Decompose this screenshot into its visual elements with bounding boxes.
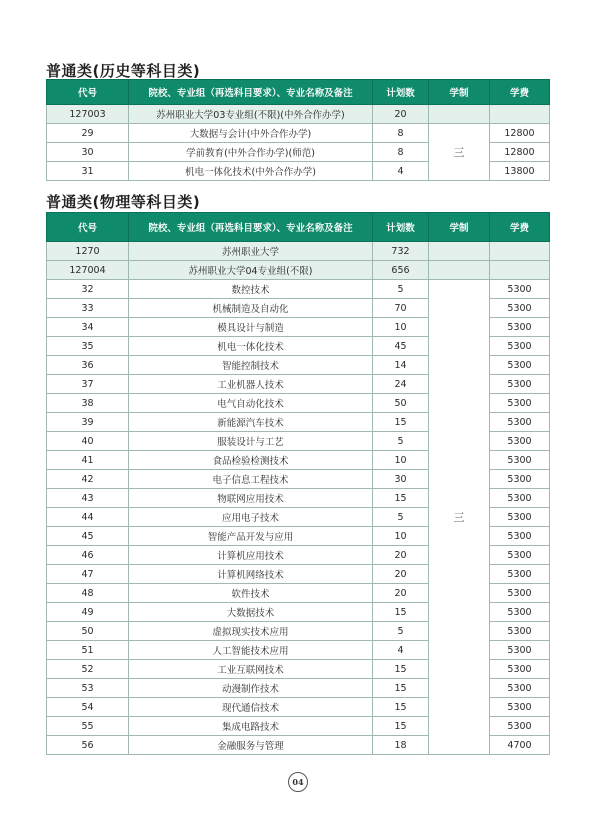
cell-name: 物联网应用技术 [129,489,373,508]
cell-plan: 20 [373,105,429,124]
cell-years [429,105,490,124]
cell-code: 29 [47,124,129,143]
section-title-history: 普通类(历史等科目类) [46,62,201,80]
table-header-row [47,213,550,242]
cell-fee: 12800 [490,143,550,162]
cell-fee: 5300 [490,527,550,546]
cell-code: 32 [47,280,129,299]
cell-plan: 5 [373,508,429,527]
cell-code: 34 [47,318,129,337]
cell-plan: 4 [373,162,429,181]
cell-name: 现代通信技术 [129,698,373,717]
cell-code: 51 [47,641,129,660]
cell-code: 55 [47,717,129,736]
cell-fee: 5300 [490,432,550,451]
table-header-row [47,80,550,105]
cell-code: 38 [47,394,129,413]
cell-plan: 24 [373,375,429,394]
cell-code: 48 [47,584,129,603]
cell-code: 53 [47,679,129,698]
header-plan: 计划数 [373,80,429,105]
cell-code: 33 [47,299,129,318]
cell-code: 41 [47,451,129,470]
cell-code: 40 [47,432,129,451]
cell-code: 35 [47,337,129,356]
cell-fee: 5300 [490,565,550,584]
cell-fee: 5300 [490,470,550,489]
cell-fee: 5300 [490,299,550,318]
cell-fee: 5300 [490,698,550,717]
cell-fee [490,242,550,261]
cell-plan: 5 [373,280,429,299]
cell-fee: 5300 [490,413,550,432]
cell-name: 服装设计与工艺 [129,432,373,451]
cell-code: 44 [47,508,129,527]
cell-plan: 50 [373,394,429,413]
cell-name: 新能源汽车技术 [129,413,373,432]
cell-fee: 5300 [490,375,550,394]
header-plan: 计划数 [373,213,429,242]
table-row-group [47,105,550,124]
cell-name: 软件技术 [129,584,373,603]
cell-name: 数控技术 [129,280,373,299]
table-row-school [47,242,550,261]
cell-plan: 15 [373,698,429,717]
cell-plan: 4 [373,641,429,660]
cell-years [429,242,490,261]
cell-fee: 5300 [490,356,550,375]
cell-name: 虚拟现实技术应用 [129,622,373,641]
cell-fee: 5300 [490,660,550,679]
cell-fee: 5300 [490,489,550,508]
cell-plan: 8 [373,143,429,162]
cell-plan: 70 [373,299,429,318]
cell-plan: 732 [373,242,429,261]
header-fee: 学费 [490,213,550,242]
header-name: 院校、专业组（再选科目要求）、专业名称及备注 [129,213,373,242]
cell-plan: 10 [373,527,429,546]
cell-name: 集成电路技术 [129,717,373,736]
cell-plan: 20 [373,565,429,584]
cell-plan: 656 [373,261,429,280]
cell-code: 1270 [47,242,129,261]
cell-plan: 30 [373,470,429,489]
cell-code: 30 [47,143,129,162]
cell-fee: 5300 [490,451,550,470]
cell-plan: 14 [373,356,429,375]
cell-plan: 10 [373,318,429,337]
cell-fee: 5300 [490,394,550,413]
cell-name: 应用电子技术 [129,508,373,527]
cell-plan: 15 [373,679,429,698]
cell-name: 计算机网络技术 [129,565,373,584]
cell-name: 机械制造及自动化 [129,299,373,318]
cell-code: 54 [47,698,129,717]
cell-fee: 5300 [490,337,550,356]
cell-plan: 5 [373,432,429,451]
cell-fee: 5300 [490,679,550,698]
cell-fee: 4700 [490,736,550,755]
cell-fee: 5300 [490,622,550,641]
cell-plan: 8 [373,124,429,143]
cell-name: 智能产品开发与应用 [129,527,373,546]
cell-name: 大数据技术 [129,603,373,622]
cell-name: 机电一体化技术(中外合作办学) [129,162,373,181]
cell-plan: 45 [373,337,429,356]
cell-name: 电子信息工程技术 [129,470,373,489]
cell-fee: 5300 [490,546,550,565]
cell-years-merged: 三 [429,124,490,181]
header-years: 学制 [429,80,490,105]
cell-code: 36 [47,356,129,375]
table-history [46,79,550,181]
cell-code: 37 [47,375,129,394]
section-title-physics: 普通类(物理等科目类) [46,193,201,211]
cell-plan: 20 [373,584,429,603]
cell-code: 46 [47,546,129,565]
cell-name: 人工智能技术应用 [129,641,373,660]
cell-code: 42 [47,470,129,489]
cell-code: 127003 [47,105,129,124]
cell-fee: 5300 [490,508,550,527]
cell-plan: 15 [373,717,429,736]
header-years: 学制 [429,213,490,242]
cell-name: 苏州职业大学 [129,242,373,261]
table-row [47,124,550,143]
cell-plan: 20 [373,546,429,565]
cell-plan: 15 [373,660,429,679]
cell-name: 智能控制技术 [129,356,373,375]
cell-name: 工业互联网技术 [129,660,373,679]
cell-fee: 5300 [490,584,550,603]
cell-fee: 5300 [490,603,550,622]
table-physics [46,212,550,755]
cell-name: 电气自动化技术 [129,394,373,413]
cell-fee: 5300 [490,717,550,736]
cell-years-merged: 三 [429,280,490,755]
header-fee: 学费 [490,80,550,105]
cell-plan: 15 [373,413,429,432]
cell-plan: 15 [373,603,429,622]
cell-code: 52 [47,660,129,679]
cell-name: 计算机应用技术 [129,546,373,565]
cell-name: 工业机器人技术 [129,375,373,394]
cell-fee: 5300 [490,641,550,660]
header-name: 院校、专业组（再选科目要求）、专业名称及备注 [129,80,373,105]
cell-name: 模具设计与制造 [129,318,373,337]
cell-code: 31 [47,162,129,181]
cell-name: 学前教育(中外合作办学)(师范) [129,143,373,162]
cell-plan: 10 [373,451,429,470]
cell-name: 苏州职业大学03专业组(不限)(中外合作办学) [129,105,373,124]
cell-code: 43 [47,489,129,508]
header-code: 代号 [47,80,129,105]
cell-name: 动漫制作技术 [129,679,373,698]
cell-name: 机电一体化技术 [129,337,373,356]
cell-fee: 5300 [490,280,550,299]
cell-code: 45 [47,527,129,546]
cell-fee [490,261,550,280]
cell-code: 49 [47,603,129,622]
cell-name: 食品检验检测技术 [129,451,373,470]
cell-name: 苏州职业大学04专业组(不限) [129,261,373,280]
cell-plan: 18 [373,736,429,755]
cell-name: 金融服务与管理 [129,736,373,755]
page-number: 04 [288,772,308,792]
cell-fee: 12800 [490,124,550,143]
cell-code: 47 [47,565,129,584]
header-code: 代号 [47,213,129,242]
cell-plan: 15 [373,489,429,508]
cell-code: 50 [47,622,129,641]
cell-years [429,261,490,280]
cell-code: 39 [47,413,129,432]
cell-plan: 5 [373,622,429,641]
table-row [47,280,550,299]
cell-fee: 5300 [490,318,550,337]
table-row-group [47,261,550,280]
cell-fee [490,105,550,124]
cell-fee: 13800 [490,162,550,181]
cell-code: 127004 [47,261,129,280]
cell-name: 大数据与会计(中外合作办学) [129,124,373,143]
cell-code: 56 [47,736,129,755]
